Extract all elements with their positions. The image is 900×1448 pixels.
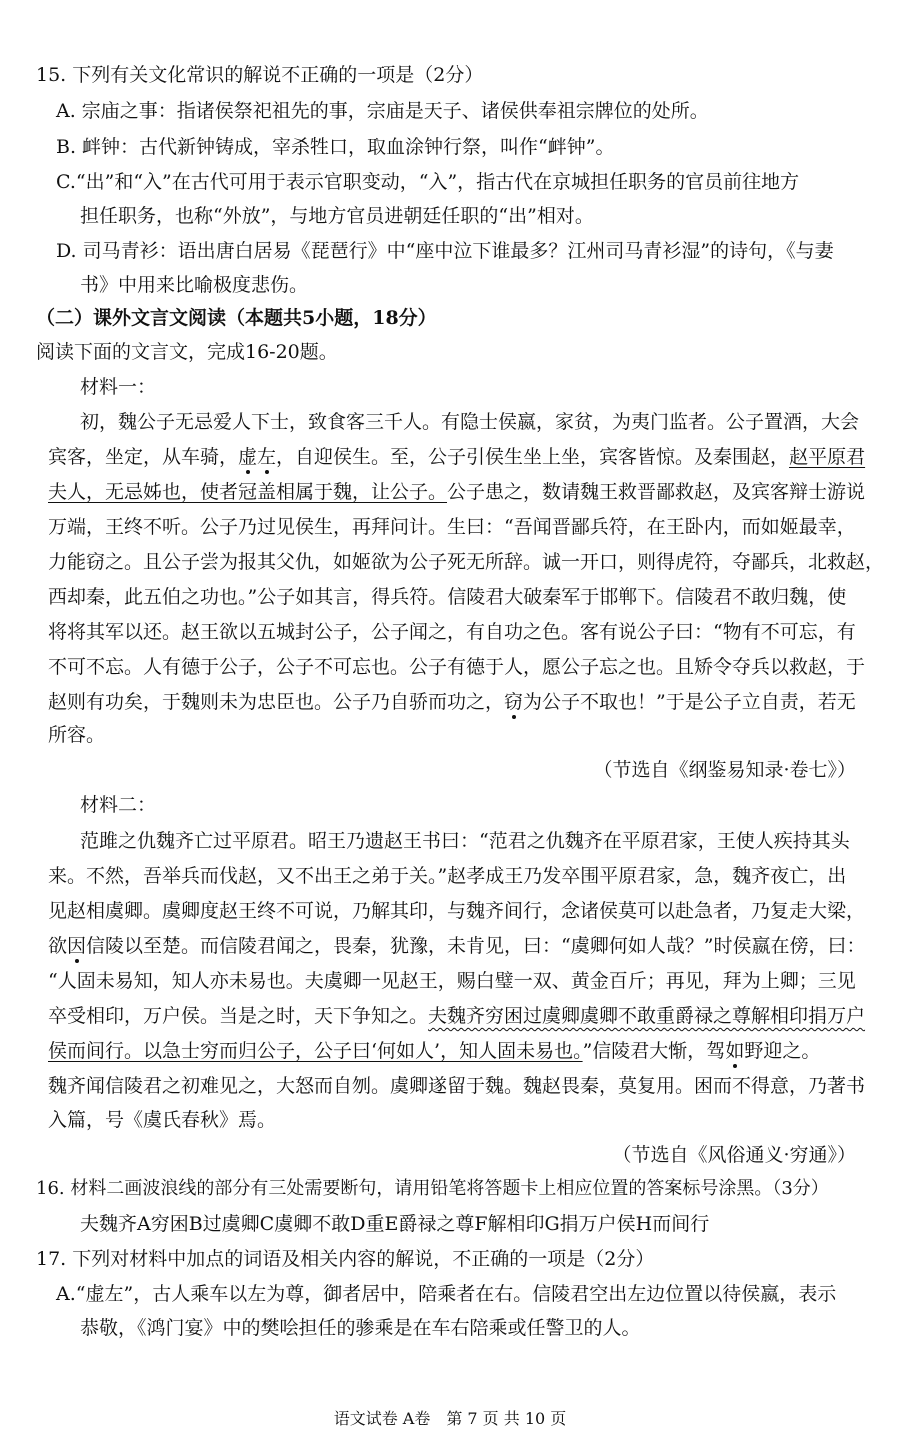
- q15-option-d-line2: 书》中用来比喻极度悲伤。: [80, 274, 309, 296]
- material1-line: 西却秦，此五伯之功也。”公子如其言，得兵符。信陵君大破秦军于邯郸下。信陵君不敢归魏，使: [48, 586, 847, 608]
- underlined-sentence: 侯而间行。以急士穷而归公子，公子曰‘何如人’，知人固未易也。: [48, 1040, 583, 1062]
- material1-line: 赵则有功矣，于魏则未为忠臣也。公子乃自骄而功之，窃为公子不取也！”于是公子立自责，若无: [48, 691, 856, 713]
- q15-option-a: A. 宗庙之事：指诸侯祭祀祖先的事，宗庙是天子、诸侯供奉祖宗牌位的处所。: [56, 100, 709, 122]
- material2-line: 入篇，号《虞氏春秋》焉。: [48, 1109, 277, 1131]
- material1-line: 将将其军以还。赵王欲以五城封公子，公子闻之，有自功之色。客有说公子曰：“物有不可忘，有: [48, 621, 856, 643]
- q15-stem: 15. 下列有关文化常识的解说不正确的一项是（2分）: [36, 64, 484, 86]
- q15-option-c-line1: C.“出”和“入”在古代可用于表示官职变动，“入”，指古代在京城担任职务的官员前往地方: [56, 171, 800, 193]
- dotted-char: 虚: [238, 446, 258, 468]
- section-heading: （二）课外文言文阅读（本题共5小题，18分）: [36, 307, 437, 329]
- material2-line: 魏齐闻信陵君之初难见之，大怒而自刎。虞卿遂留于魏。魏赵畏秦，莫复用。困而不得意，乃著书: [48, 1075, 866, 1097]
- q17-option-a-line1: A.“虚左”，古人乘车以左为尊，御者居中，陪乘者在右。信陵君空出左边位置以待侯嬴，表示: [56, 1283, 837, 1305]
- material1-source: （节选自《纲鉴易知录·卷七》）: [593, 759, 856, 781]
- material2-line: 范雎之仇魏齐亡过平原君。昭王乃遗赵王书曰：“范君之仇魏齐在平原君家，王使人疾持其头: [80, 830, 850, 852]
- dotted-char: 因: [67, 935, 87, 957]
- material1-line: 夫人，无忌姊也，使者冠盖相属于魏，让公子。公子患之，数请魏王救晋鄙救赵，及宾客辩士游说: [48, 481, 866, 503]
- material1-line: 初，魏公子无忌爱人下士，致食客三千人。有隐士侯嬴，家贫，为夷门监者。公子置酒，大会: [80, 411, 860, 433]
- dotted-char: 如: [725, 1040, 745, 1062]
- material1-line: 不可不忘。人有德于公子，公子不可忘也。公子有德于人，愿公子忘之也。且矫令夺兵以救赵，于: [48, 656, 866, 678]
- material1-line: 宾客，坐定，从车骑，虚左，自迎侯生。至，公子引侯生坐上坐，宾客皆惊。及秦围赵，赵平原君: [48, 446, 866, 468]
- section-instruction: 阅读下面的文言文，完成16-20题。: [36, 341, 338, 363]
- dotted-char: 窃: [504, 691, 524, 713]
- q15-option-c-line2: 担任职务，也称“外放”，与地方官员进朝廷任职的“出”相对。: [80, 205, 594, 227]
- q16-stem: 16. 材料二画波浪线的部分有三处需要断句，请用铅笔将答题卡上相应位置的答案标号涂黑。（3分）: [36, 1178, 829, 1199]
- material1-line: 力能窃之。且公子尝为报其父仇，如姬欲为公子死无所辞。诚一开口，则得虎符，夺鄙兵，北救赵，: [48, 551, 885, 573]
- dotted-char: 左: [257, 446, 277, 468]
- q15-option-d-line1: D. 司马青衫：语出唐白居易《琵琶行》中“座中泣下谁最多？江州司马青衫湿”的诗句，《与妻: [56, 240, 834, 262]
- material2-line: 侯而间行。以急士穷而归公子，公子曰‘何如人’，知人固未易也。”信陵君大惭，驾如野迎之。: [48, 1040, 821, 1062]
- underlined-sentence: 赵平原君: [789, 446, 866, 468]
- page-footer: 语文试卷 A卷 第 7 页 共 10 页: [333, 1409, 567, 1428]
- material2-line: “人固未易知，知人亦未易也。夫虞卿一见赵王，赐白璧一双、黄金百斤；再见，拜为上卿；三见: [48, 970, 856, 992]
- material2-line: 来。不然，吾举兵而伐赵，又不出王之弟于关。”赵孝成王乃发卒围平原君家，急，魏齐夜亡，出: [48, 865, 847, 887]
- material2-source: （节选自《风俗通义·穷通》）: [612, 1144, 856, 1166]
- material2-line: 见赵相虞卿。虞卿度赵王终不可说，乃解其印，与魏齐间行，念诸侯莫可以赴急者，乃复走大梁，: [48, 900, 866, 922]
- material2-line: 欲因信陵以至楚。而信陵君闻之，畏秦，犹豫，未肯见，曰：“虞卿何如人哉？”时侯嬴在傍，曰：: [48, 935, 866, 957]
- material1-line: 万端，王终不听。公子乃过见侯生，再拜问计。生曰：“吾闻晋鄙兵符，在王卧内，而如姬最幸，: [48, 516, 856, 538]
- q15-option-b: B. 衅钟：古代新钟铸成，宰杀牲口，取血涂钟行祭，叫作“衅钟”。: [56, 136, 615, 158]
- material1-line: 所容。: [48, 724, 106, 746]
- wavy-underlined-sentence: 夫魏齐穷困过虞卿虞卿不敢重爵禄之尊解相印捐万户: [428, 1005, 866, 1027]
- q17-stem: 17. 下列对材料中加点的词语及相关内容的解说，不正确的一项是（2分）: [36, 1248, 655, 1270]
- q17-option-a-line2: 恭敬，《鸿门宴》中的樊哙担任的骖乘是在车右陪乘或任警卫的人。: [80, 1317, 641, 1339]
- material2-label: 材料二：: [80, 794, 157, 816]
- material1-label: 材料一：: [80, 376, 157, 398]
- material2-line: 卒受相印，万户侯。当是之时，天下争知之。夫魏齐穷困过虞卿虞卿不敢重爵禄之尊解相印捐万户: [48, 1005, 866, 1027]
- q16-options: 夫魏齐A穷困B过虞卿C虞卿不敢D重E爵禄之尊F解相印G捐万户侯H而间行: [80, 1213, 710, 1235]
- underlined-sentence: 夫人，无忌姊也，使者冠盖相属于魏，让公子。: [48, 481, 448, 503]
